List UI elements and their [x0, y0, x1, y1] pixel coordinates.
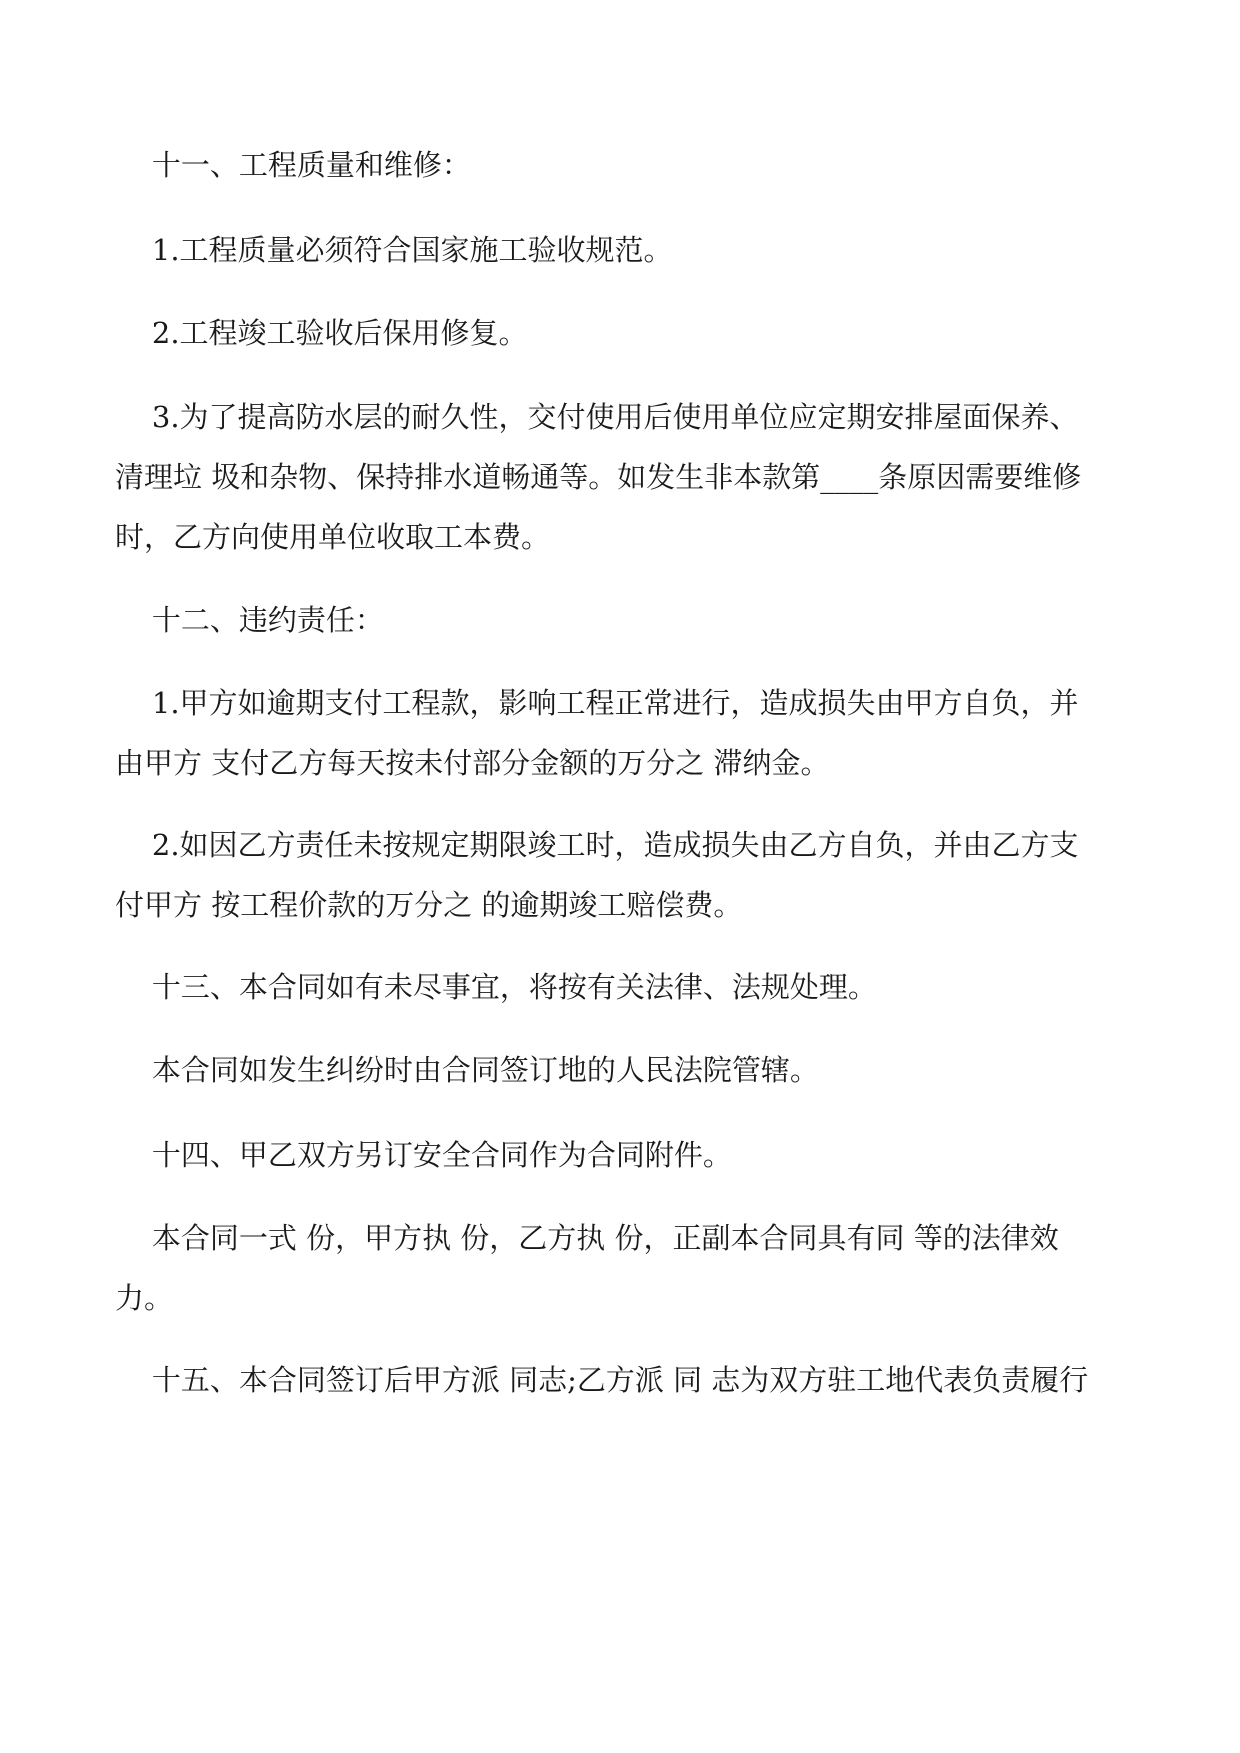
text-line: 2.如因乙方责任未按规定期限竣工时，造成损失由乙方自负，并由乙方支 — [115, 828, 1079, 862]
section-13-jurisdiction — [115, 1040, 1125, 1100]
text-line: 十二、违约责任： — [115, 603, 384, 637]
section-11-heading — [115, 135, 1125, 195]
text-line: 由甲方 支付乙方每天按未付部分金额的万分之 滞纳金。 — [115, 746, 830, 780]
clause-11-2 — [115, 303, 1125, 363]
text-line: 本合同一式 份，甲方执 份，乙方执 份，正副本合同具有同 等的法律效 — [115, 1221, 1059, 1255]
section-12-heading — [115, 590, 1125, 650]
copies-clause — [115, 1208, 1125, 1328]
text-line: 十四、甲乙双方另订安全合同作为合同附件。 — [115, 1138, 732, 1172]
section-13-heading — [115, 957, 1125, 1017]
clause-11-3 — [115, 387, 1125, 567]
section-15-heading — [115, 1350, 1125, 1410]
text-line: 1.工程质量必须符合国家施工验收规范。 — [115, 233, 673, 267]
text-line: 时，乙方向使用单位收取工本费。 — [115, 520, 551, 554]
text-line: 付甲方 按工程价款的万分之 的逾期竣工赔偿费。 — [115, 888, 743, 922]
text-line: 十三、本合同如有未尽事宜，将按有关法律、法规处理。 — [115, 970, 877, 1004]
section-14-heading — [115, 1125, 1125, 1185]
text-line: 十五、本合同签订后甲方派 同志;乙方派 同 志为双方驻工地代表负责履行 — [115, 1363, 1089, 1397]
text-line: 2.工程竣工验收后保用修复。 — [115, 316, 528, 350]
text-line: 十一、工程质量和维修： — [115, 148, 471, 182]
text-line: 3.为了提高防水层的耐久性，交付使用后使用单位应定期安排屋面保养、 — [115, 400, 1079, 434]
text-line: 清理垃 圾和杂物、保持排水道畅通等。如发生非本款第____条原因需要维修 — [115, 460, 1082, 494]
clause-11-1 — [115, 220, 1125, 280]
text-line: 1.甲方如逾期支付工程款，影响工程正常进行，造成损失由甲方自负，并 — [115, 686, 1079, 720]
clause-12-2 — [115, 815, 1125, 935]
clause-12-1 — [115, 673, 1125, 793]
text-line: 力。 — [115, 1281, 174, 1315]
text-line: 本合同如发生纠纷时由合同签订地的人民法院管辖。 — [115, 1053, 819, 1087]
